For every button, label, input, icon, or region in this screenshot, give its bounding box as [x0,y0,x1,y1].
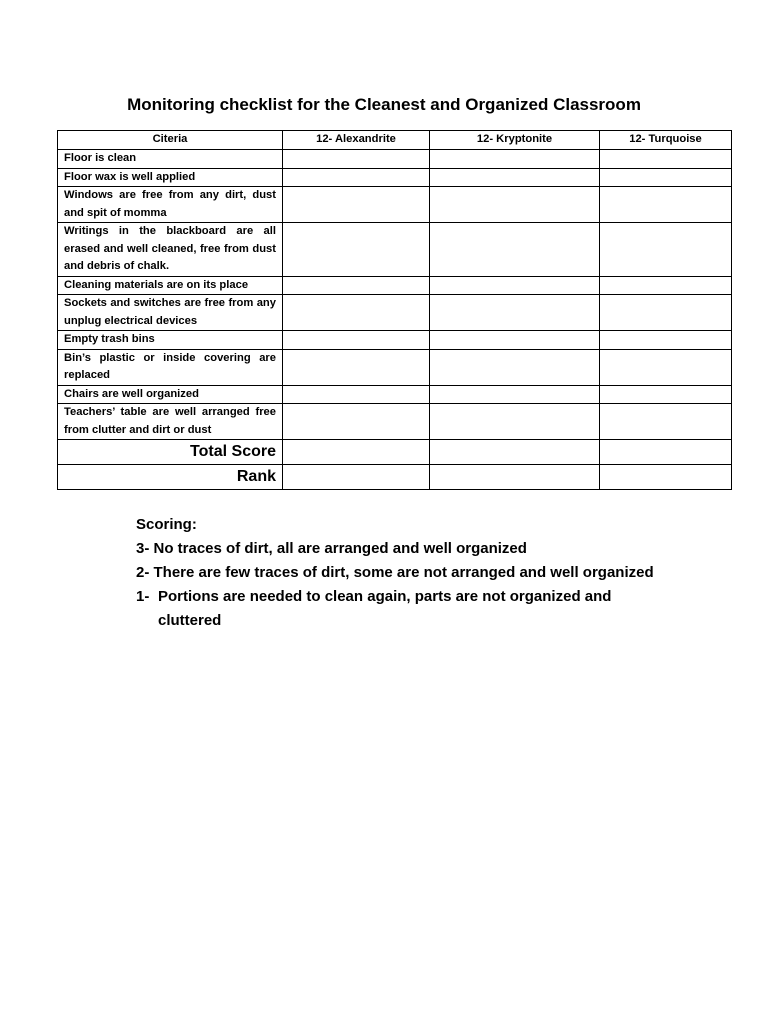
criteria-cell: Writings in the blackboard are all erased and well cleaned, free from dust and debris of chalk. [58,223,283,277]
score-cell[interactable] [283,276,430,295]
rank-row [58,465,732,490]
score-cell[interactable] [430,331,600,350]
score-cell[interactable] [430,385,600,404]
header-kryptonite: 12- Kryptonite [430,131,600,150]
total-score-row [58,440,732,465]
scoring-heading: Scoring: [136,516,197,533]
total-score-cell[interactable] [430,440,600,465]
score-cell[interactable] [283,295,430,331]
score-cell[interactable] [430,168,600,187]
score-cell[interactable] [283,168,430,187]
criteria-cell: Cleaning materials are on its place [58,276,283,295]
table-row [58,385,732,404]
score-cell[interactable] [430,295,600,331]
table-row [58,349,732,385]
criteria-cell: Floor is clean [58,150,283,169]
header-row [58,131,732,150]
scoring-item-1-number: 1- [136,588,150,605]
score-cell[interactable] [600,331,732,350]
score-cell[interactable] [600,349,732,385]
total-score-cell[interactable] [283,440,430,465]
table-row [58,150,732,169]
score-cell[interactable] [600,295,732,331]
criteria-cell: Teachers’ table are well arranged free from clutter and dirt or dust [58,404,283,440]
score-cell[interactable] [600,150,732,169]
scoring-item-1 [136,585,696,633]
criteria-cell: Floor wax is well applied [58,168,283,187]
score-cell[interactable] [600,404,732,440]
criteria-cell: Sockets and switches are free from any unplug electrical devices [58,295,283,331]
score-cell[interactable] [600,385,732,404]
rank-cell[interactable] [600,465,732,490]
total-score-label: Total Score [58,440,283,465]
score-cell[interactable] [600,276,732,295]
score-cell[interactable] [283,223,430,277]
scoring-legend [136,513,696,633]
score-cell[interactable] [430,150,600,169]
score-cell[interactable] [283,331,430,350]
scoring-item-1-text: Portions are needed to clean again, parts are not organized and cluttered [158,588,612,629]
table-row [58,404,732,440]
page-title: Monitoring checklist for the Cleanest and Organized Classroom [127,95,641,114]
table-row [58,168,732,187]
header-turquoise: 12- Turquoise [600,131,732,150]
score-cell[interactable] [430,276,600,295]
table-row [58,187,732,223]
criteria-cell: Bin’s plastic or inside covering are replaced [58,349,283,385]
table-row [58,276,732,295]
scoring-item-2: 2- There are few traces of dirt, some are not arranged and well organized [136,564,654,581]
criteria-cell: Windows are free from any dirt, dust and spit of momma [58,187,283,223]
table-row [58,223,732,277]
scoring-item-3: 3- No traces of dirt, all are arranged and well organized [136,540,527,557]
total-score-cell[interactable] [600,440,732,465]
rank-label: Rank [58,465,283,490]
score-cell[interactable] [600,223,732,277]
score-cell[interactable] [283,150,430,169]
score-cell[interactable] [430,187,600,223]
rank-cell[interactable] [283,465,430,490]
score-cell[interactable] [600,168,732,187]
criteria-cell: Chairs are well organized [58,385,283,404]
score-cell[interactable] [600,187,732,223]
score-cell[interactable] [283,349,430,385]
table-row [58,295,732,331]
score-cell[interactable] [283,404,430,440]
header-alexandrite: 12- Alexandrite [283,131,430,150]
score-cell[interactable] [430,223,600,277]
rank-cell[interactable] [430,465,600,490]
score-cell[interactable] [283,187,430,223]
table-row [58,331,732,350]
header-criteria: Citeria [58,131,283,150]
score-cell[interactable] [430,404,600,440]
score-cell[interactable] [430,349,600,385]
score-cell[interactable] [283,385,430,404]
criteria-cell: Empty trash bins [58,331,283,350]
checklist-table [57,130,732,490]
